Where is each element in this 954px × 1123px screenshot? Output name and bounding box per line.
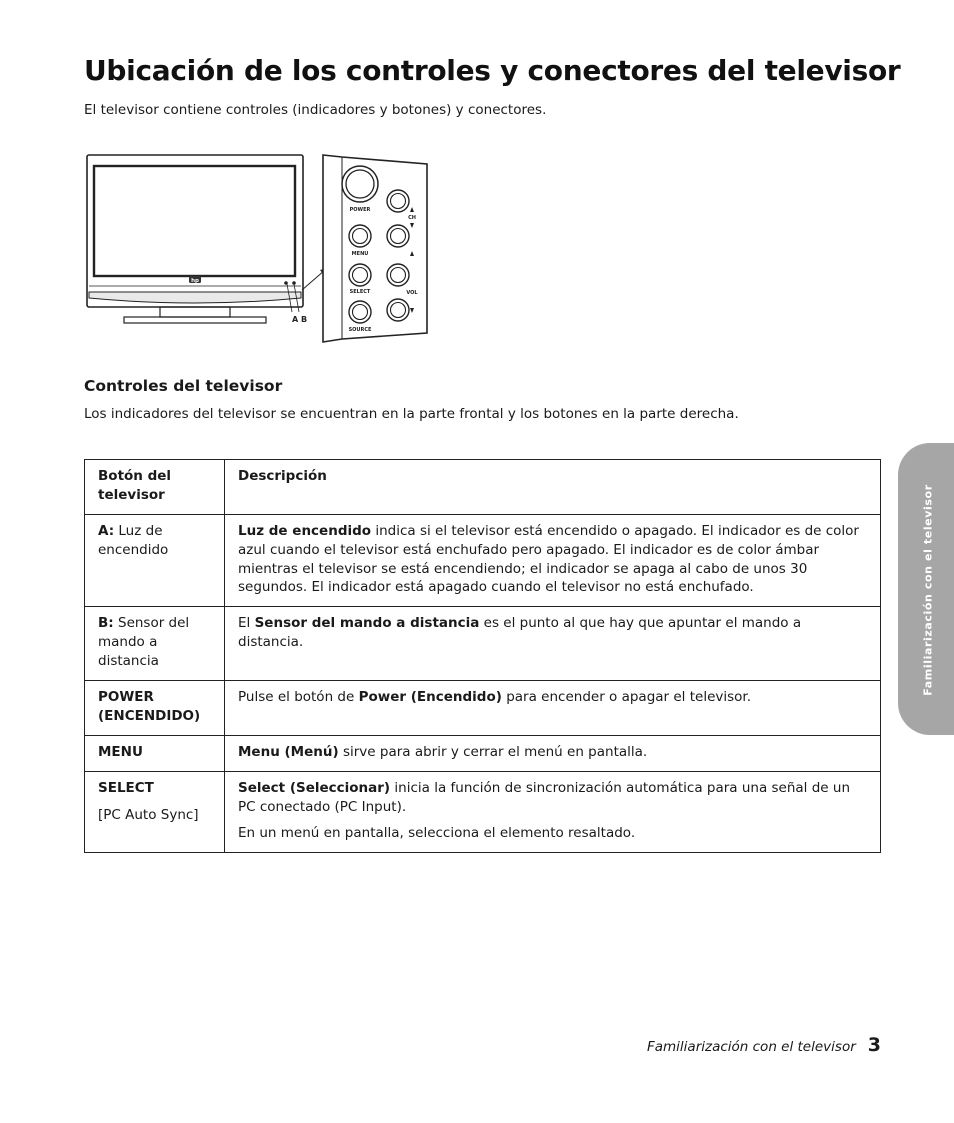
footer-text: Familiarización con el televisor bbox=[646, 1039, 856, 1055]
section-heading: Controles del televisor bbox=[84, 377, 283, 395]
button-detail: Sensor del mando a distancia bbox=[98, 615, 190, 670]
button-detail: Luz de encendido bbox=[98, 522, 169, 558]
button-cell bbox=[85, 681, 225, 736]
description-cell bbox=[225, 681, 881, 736]
menu-label: MENU bbox=[351, 251, 369, 257]
desc-body: para encender o apagar el televisor. bbox=[501, 689, 752, 706]
controls-table bbox=[84, 459, 881, 853]
description-cell bbox=[225, 514, 881, 607]
ch-label: CH bbox=[408, 215, 416, 221]
desc-prefix: El bbox=[238, 615, 255, 632]
desc-body: indica si el televisor está encendido o apagado. El indicador es de color azul cuando el televisor está enchufado pero apagado. El indicador es de color ámbar mientras el televisor se está encendiendo; el indicador se apaga al cabo de unos 30 segundos. El indicador está apagado cuando el televisor no está enchufado. bbox=[238, 522, 859, 596]
description-cell bbox=[225, 735, 881, 771]
button-name: SELECT bbox=[98, 779, 154, 796]
header-button: Botón del televisor bbox=[85, 460, 225, 515]
desc-term: Luz de encendido bbox=[238, 522, 372, 539]
volume-up-inner bbox=[391, 268, 406, 283]
button-name: POWER (ENCENDIDO) bbox=[98, 689, 201, 724]
button-name: A: bbox=[98, 522, 115, 539]
button-name: MENU bbox=[98, 743, 143, 760]
select-label: SELECT bbox=[349, 289, 371, 295]
channel-up-inner bbox=[391, 194, 406, 209]
page-footer bbox=[647, 1034, 881, 1056]
header-description: Descripción bbox=[225, 460, 881, 515]
pointer-arrow bbox=[302, 270, 325, 290]
desc-body: es el punto al que hay que apuntar el mando a distancia. bbox=[238, 615, 802, 651]
select-button-inner bbox=[353, 268, 368, 283]
button-cell bbox=[85, 771, 225, 853]
table-row bbox=[85, 681, 881, 736]
description-cell bbox=[225, 771, 881, 853]
button-cell bbox=[85, 514, 225, 607]
description-cell bbox=[225, 607, 881, 681]
button-cell bbox=[85, 735, 225, 771]
table-row bbox=[85, 771, 881, 853]
power-label: POWER bbox=[349, 207, 371, 213]
button-name: B: bbox=[98, 615, 114, 632]
menu-button-inner bbox=[353, 229, 368, 244]
desc-term: Power (Encendido) bbox=[358, 689, 502, 706]
button-subtitle: [PC Auto Sync] bbox=[98, 806, 199, 823]
source-button-inner bbox=[353, 305, 368, 320]
table-row bbox=[85, 735, 881, 771]
chapter-side-tab-label: Familiarización con el televisor bbox=[921, 484, 935, 696]
vol-label: VOL bbox=[406, 290, 418, 296]
tv-controls-diagram bbox=[84, 152, 434, 348]
channel-down-inner bbox=[391, 229, 406, 244]
desc-extra: En un menú en pantalla, selecciona el elemento resaltado. bbox=[238, 825, 636, 842]
hp-logo: hp bbox=[191, 278, 199, 284]
source-label: SOURCE bbox=[348, 327, 372, 333]
desc-term: Sensor del mando a distancia bbox=[254, 615, 480, 632]
desc-body: inicia la función de sincronización automática para una señal de un PC conectado (PC Input). bbox=[238, 779, 850, 815]
page-title: Ubicación de los controles y conectores del televisor bbox=[84, 54, 901, 87]
desc-body: sirve para abrir y cerrar el menú en pantalla. bbox=[338, 743, 648, 760]
desc-prefix: Pulse el botón de bbox=[238, 689, 359, 706]
page-number: 3 bbox=[867, 1034, 881, 1056]
desc-term: Select (Seleccionar) bbox=[238, 779, 391, 796]
table-header-row bbox=[85, 460, 881, 515]
indicator-labels: A B bbox=[292, 315, 308, 324]
table-row bbox=[85, 607, 881, 681]
section-intro: Los indicadores del televisor se encuentran en la parte frontal y los botones en la parte derecha. bbox=[84, 406, 739, 422]
power-button-inner bbox=[346, 170, 374, 198]
desc-term: Menu (Menú) bbox=[238, 743, 339, 760]
button-cell bbox=[85, 607, 225, 681]
table-row bbox=[85, 514, 881, 607]
tv-front-illustration bbox=[87, 155, 303, 323]
volume-down-inner bbox=[391, 303, 406, 318]
intro-text: El televisor contiene controles (indicadores y botones) y conectores. bbox=[84, 102, 547, 118]
